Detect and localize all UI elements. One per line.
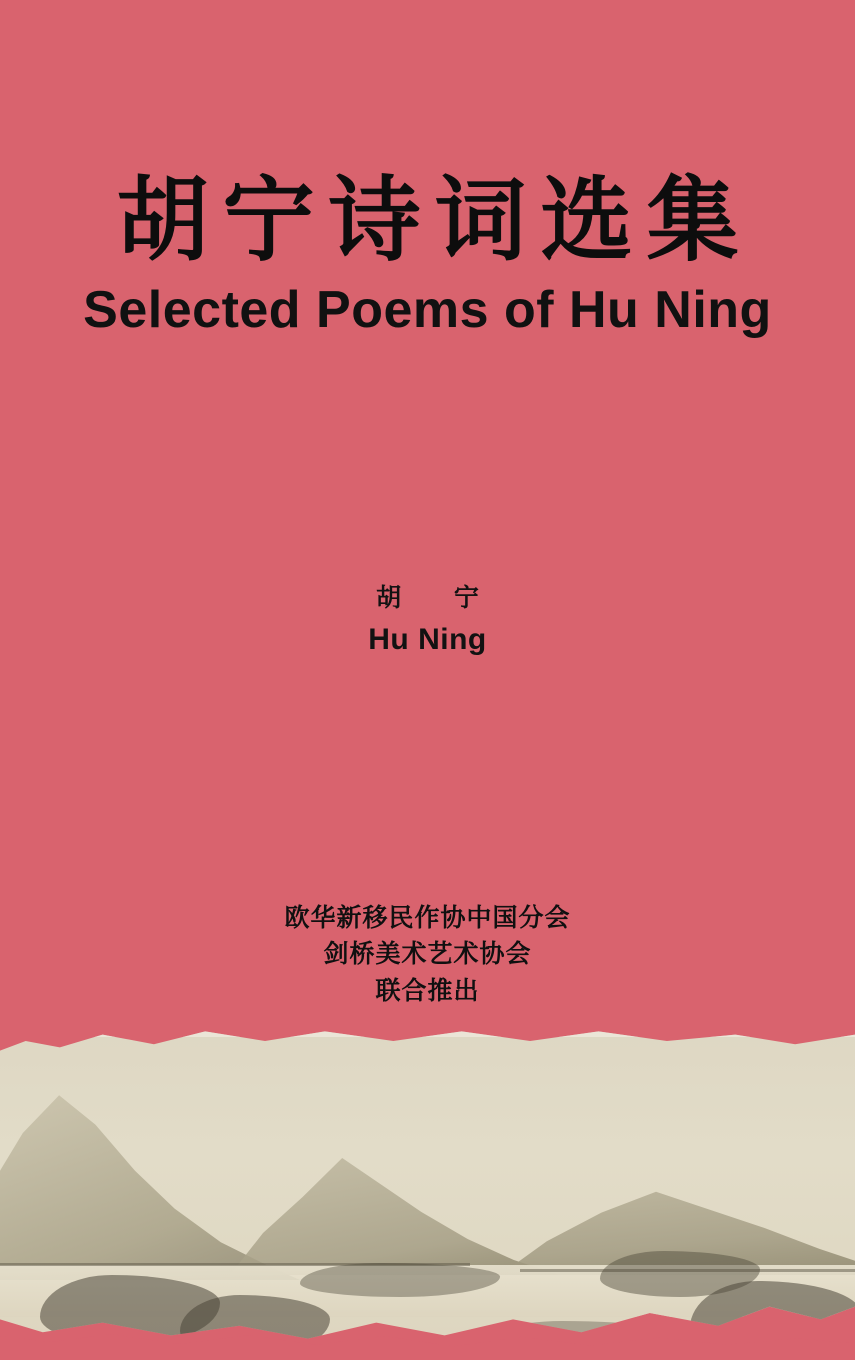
publisher-line-3: 联合推出	[375, 975, 480, 1005]
publisher-line-1: 欧华新移民作协中国分会	[284, 903, 571, 932]
page-title-chinese: 胡宁诗词选集	[116, 167, 753, 274]
page-title-english: Selected Poems of Hu Ning	[83, 280, 772, 339]
artwork-paper	[0, 1025, 855, 1345]
mountain-center	[230, 1125, 560, 1275]
cover-artwork	[0, 1015, 855, 1360]
author-name-english: Hu Ning	[368, 623, 487, 656]
author-block	[0, 580, 855, 657]
title-block	[0, 168, 855, 340]
publisher-line-2: 剑桥美术艺术协会	[323, 939, 532, 969]
author-name-chinese: 胡 宁	[376, 583, 501, 612]
publisher-block	[0, 900, 855, 1009]
